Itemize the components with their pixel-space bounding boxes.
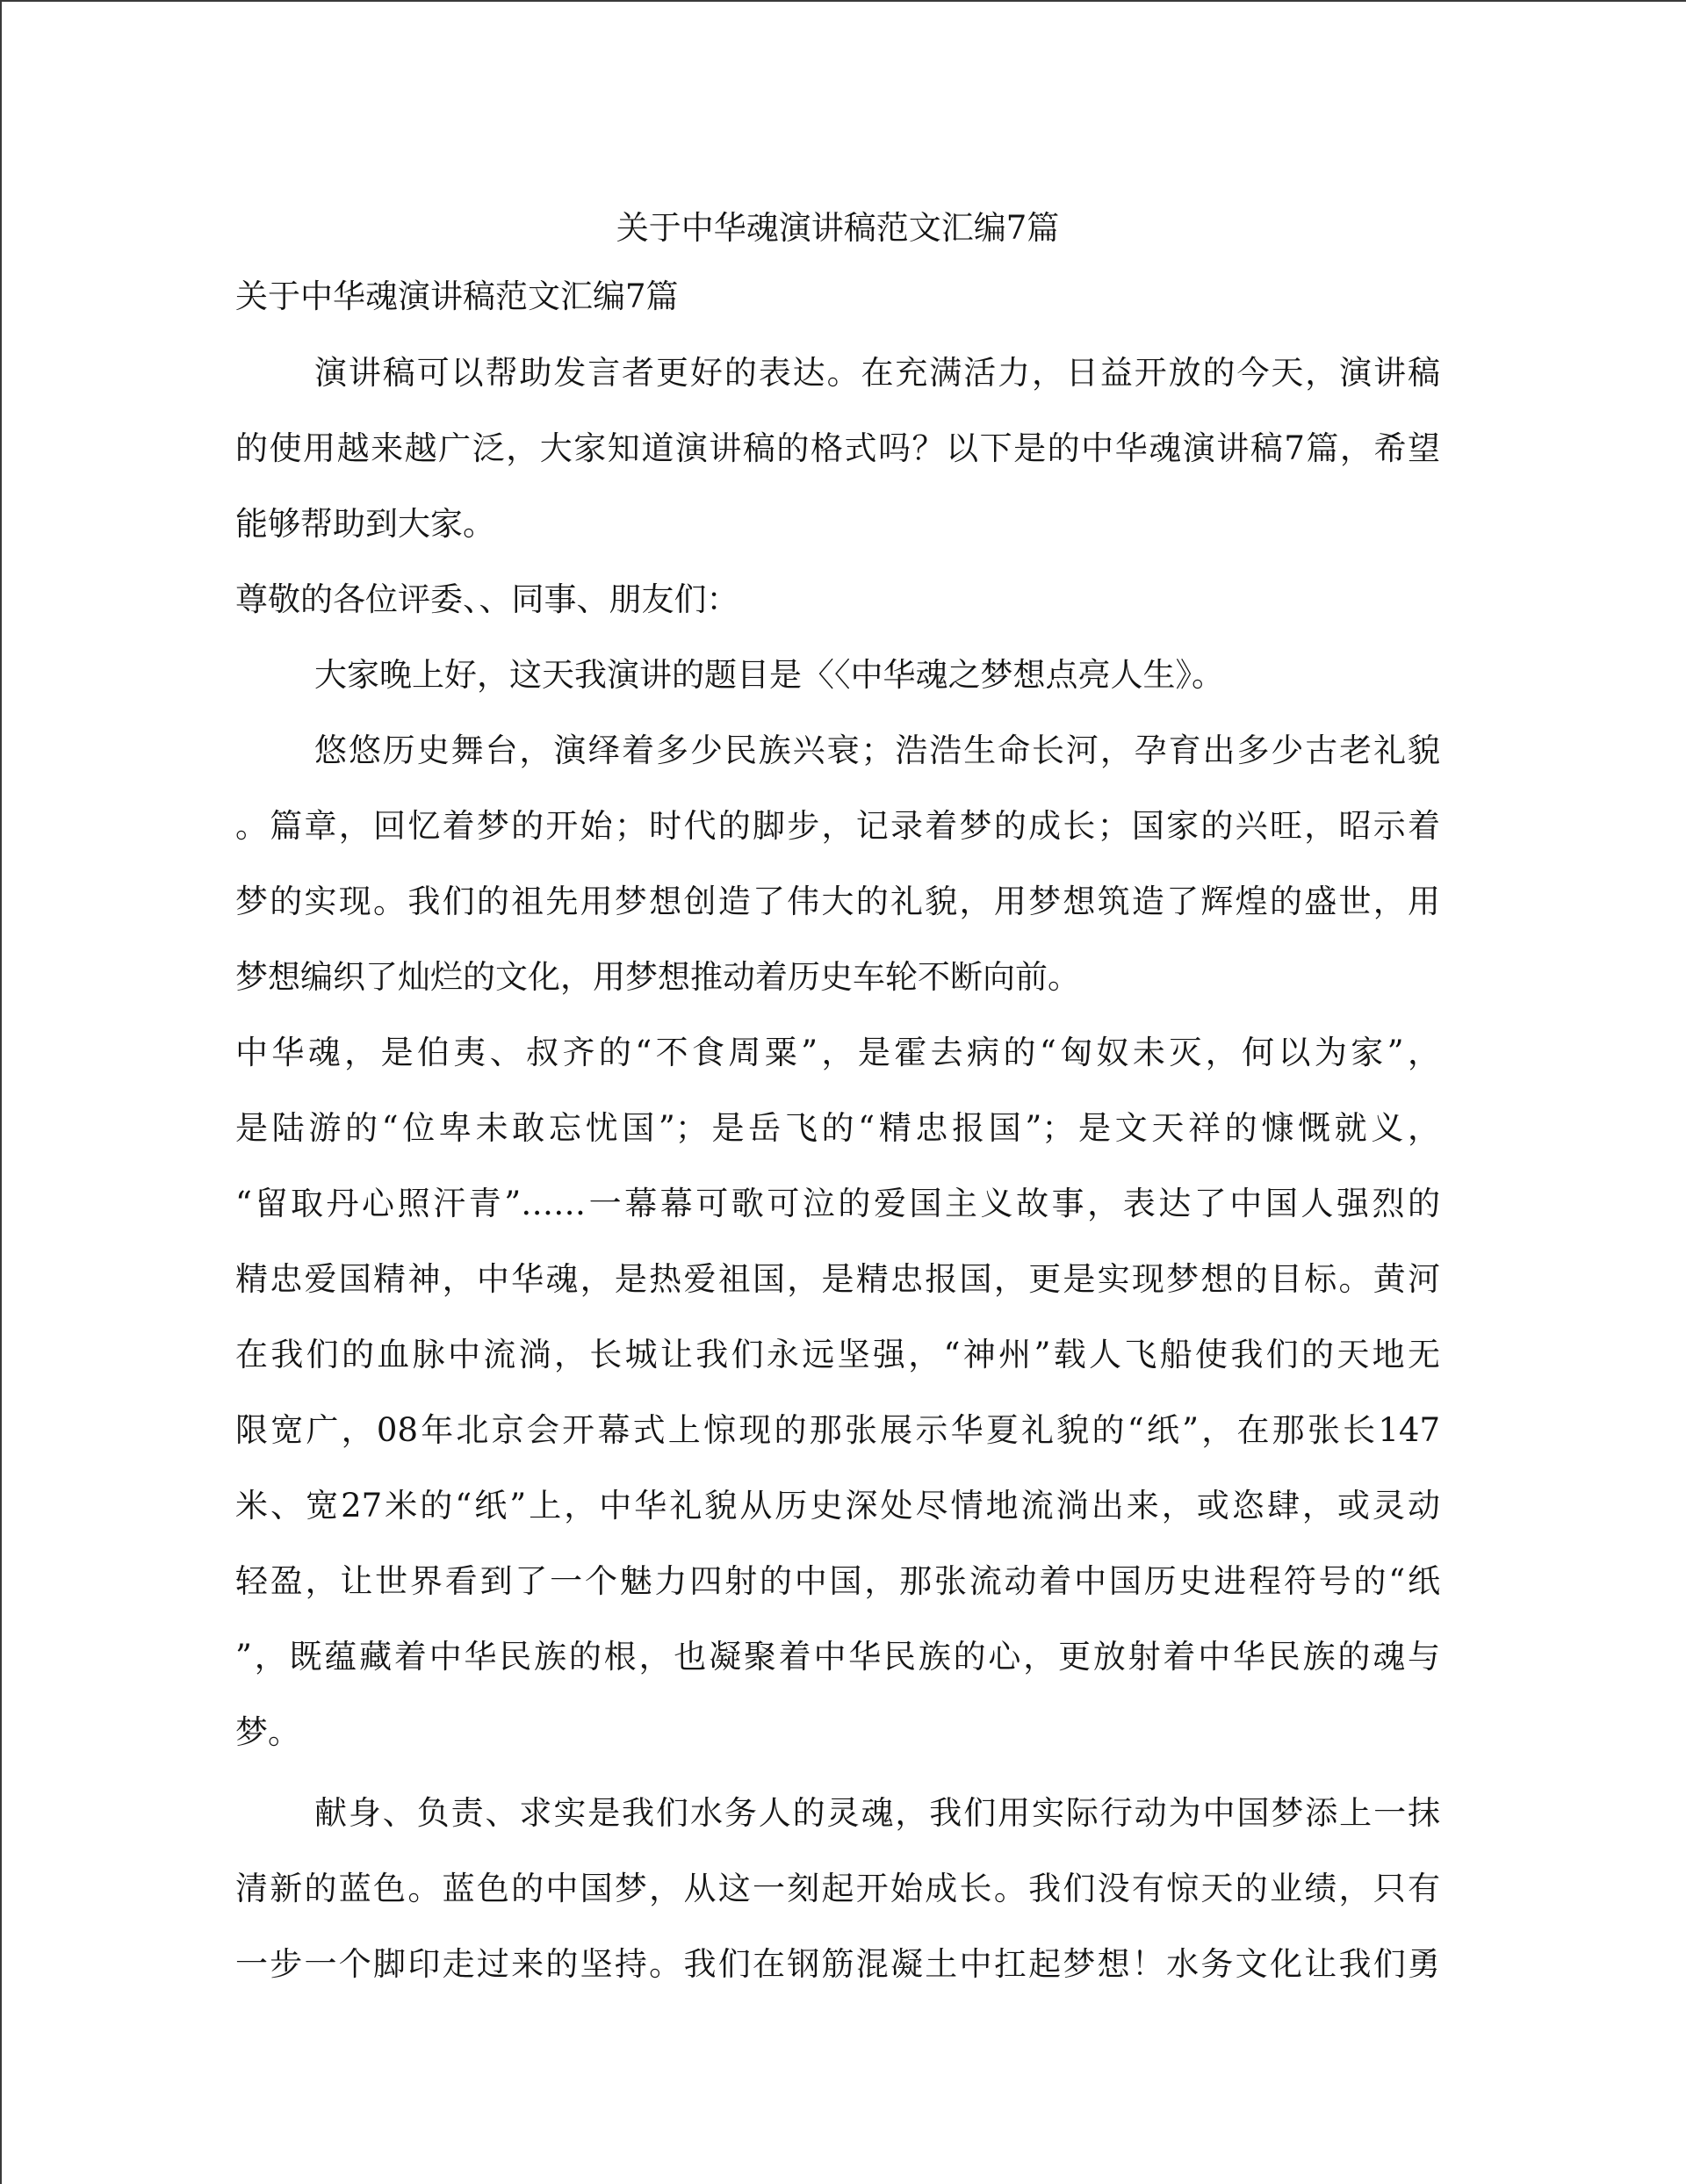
- water-line: 一步一个脚印走过来的坚持。我们在钢筋混凝土中扛起梦想！水务文化让我们勇: [235, 1945, 1440, 1983]
- history-line: 悠悠历史舞台，演绎着多少民族兴衰；浩浩生命长河，孕育出多少古老礼貌: [314, 732, 1440, 769]
- greeting-paragraph: [235, 638, 1440, 713]
- document-body: [235, 200, 1440, 2002]
- spirit-paragraph: [235, 1015, 1440, 1770]
- spirit-line: 梦。: [235, 1713, 300, 1751]
- history-line: 。篇章，回忆着梦的开始；时代的脚步，记录着梦的成长；国家的兴旺，昭示着: [235, 807, 1440, 845]
- history-paragraph: [235, 713, 1440, 1015]
- spirit-line: 精忠爱国精神，中华魂，是热爱祖国，是精忠报国，更是实现梦想的目标。黄河: [235, 1260, 1440, 1298]
- salutation-line: 尊敬的各位评委、、同事、朋友们：: [235, 580, 739, 618]
- spirit-line: 限宽广，08年北京会开幕式上惊现的那张展示华夏礼貌的“纸”，在那张长147: [235, 1411, 1440, 1449]
- intro-line: 演讲稿可以帮助发言者更好的表达。在充满活力，日益开放的今天，演讲稿: [314, 354, 1440, 392]
- spirit-line: 在我们的血脉中流淌，长城让我们永远坚强，“神州”载人飞船使我们的天地无: [235, 1336, 1440, 1373]
- history-line: 梦的实现。我们的祖先用梦想创造了伟大的礼貌，用梦想筑造了辉煌的盛世，用: [235, 883, 1440, 920]
- spirit-line: 米、宽27米的“纸”上，中华礼貌从历史深处尽情地流淌出来，或恣肆，或灵动: [235, 1487, 1440, 1524]
- intro-paragraph: [235, 335, 1440, 562]
- water-line: 清新的蓝色。蓝色的中国梦，从这一刻起开始成长。我们没有惊天的业绩，只有: [235, 1870, 1440, 1907]
- document-title: 关于中华魂演讲稿范文汇编7篇: [616, 209, 1060, 247]
- intro-line: 的使用越来越广泛，大家知道演讲稿的格式吗？以下是的中华魂演讲稿7篇，希望: [235, 429, 1440, 467]
- salutation: [235, 562, 1440, 638]
- spirit-line: 是陆游的“位卑未敢忘忧国”；是岳飞的“精忠报国”；是文天祥的慷慨就义，: [235, 1109, 1440, 1147]
- water-paragraph: [235, 1776, 1440, 2002]
- spirit-line: 轻盈，让世界看到了一个魅力四射的中国，那张流动着中国历史进程符号的“纸: [235, 1562, 1440, 1600]
- intro-line: 能够帮助到大家。: [235, 505, 495, 543]
- page-edge-top: [0, 0, 1686, 2]
- spirit-line: 中华魂，是伯夷、叔齐的“不食周粟”，是霍去病的“匈奴未灭，何以为家”，: [235, 1034, 1440, 1071]
- history-line: 梦想编织了灿烂的文化，用梦想推动着历史车轮不断向前。: [235, 958, 1080, 996]
- document-subtitle: 关于中华魂演讲稿范文汇编7篇: [235, 278, 679, 315]
- page-edge-left: [0, 0, 2, 2184]
- greeting-line: 大家晚上好，这天我演讲的题目是〈〈中华魂之梦想点亮人生》。: [314, 656, 1224, 694]
- spirit-line: ”，既蕴藏着中华民族的根，也凝聚着中华民族的心，更放射着中华民族的魂与: [235, 1638, 1440, 1676]
- water-line: 献身、负责、求实是我们水务人的灵魂，我们用实际行动为中国梦添上一抹: [314, 1794, 1440, 1832]
- spirit-line: “留取丹心照汗青”……一幕幕可歌可泣的爱国主义故事，表达了中国人强烈的: [235, 1185, 1440, 1222]
